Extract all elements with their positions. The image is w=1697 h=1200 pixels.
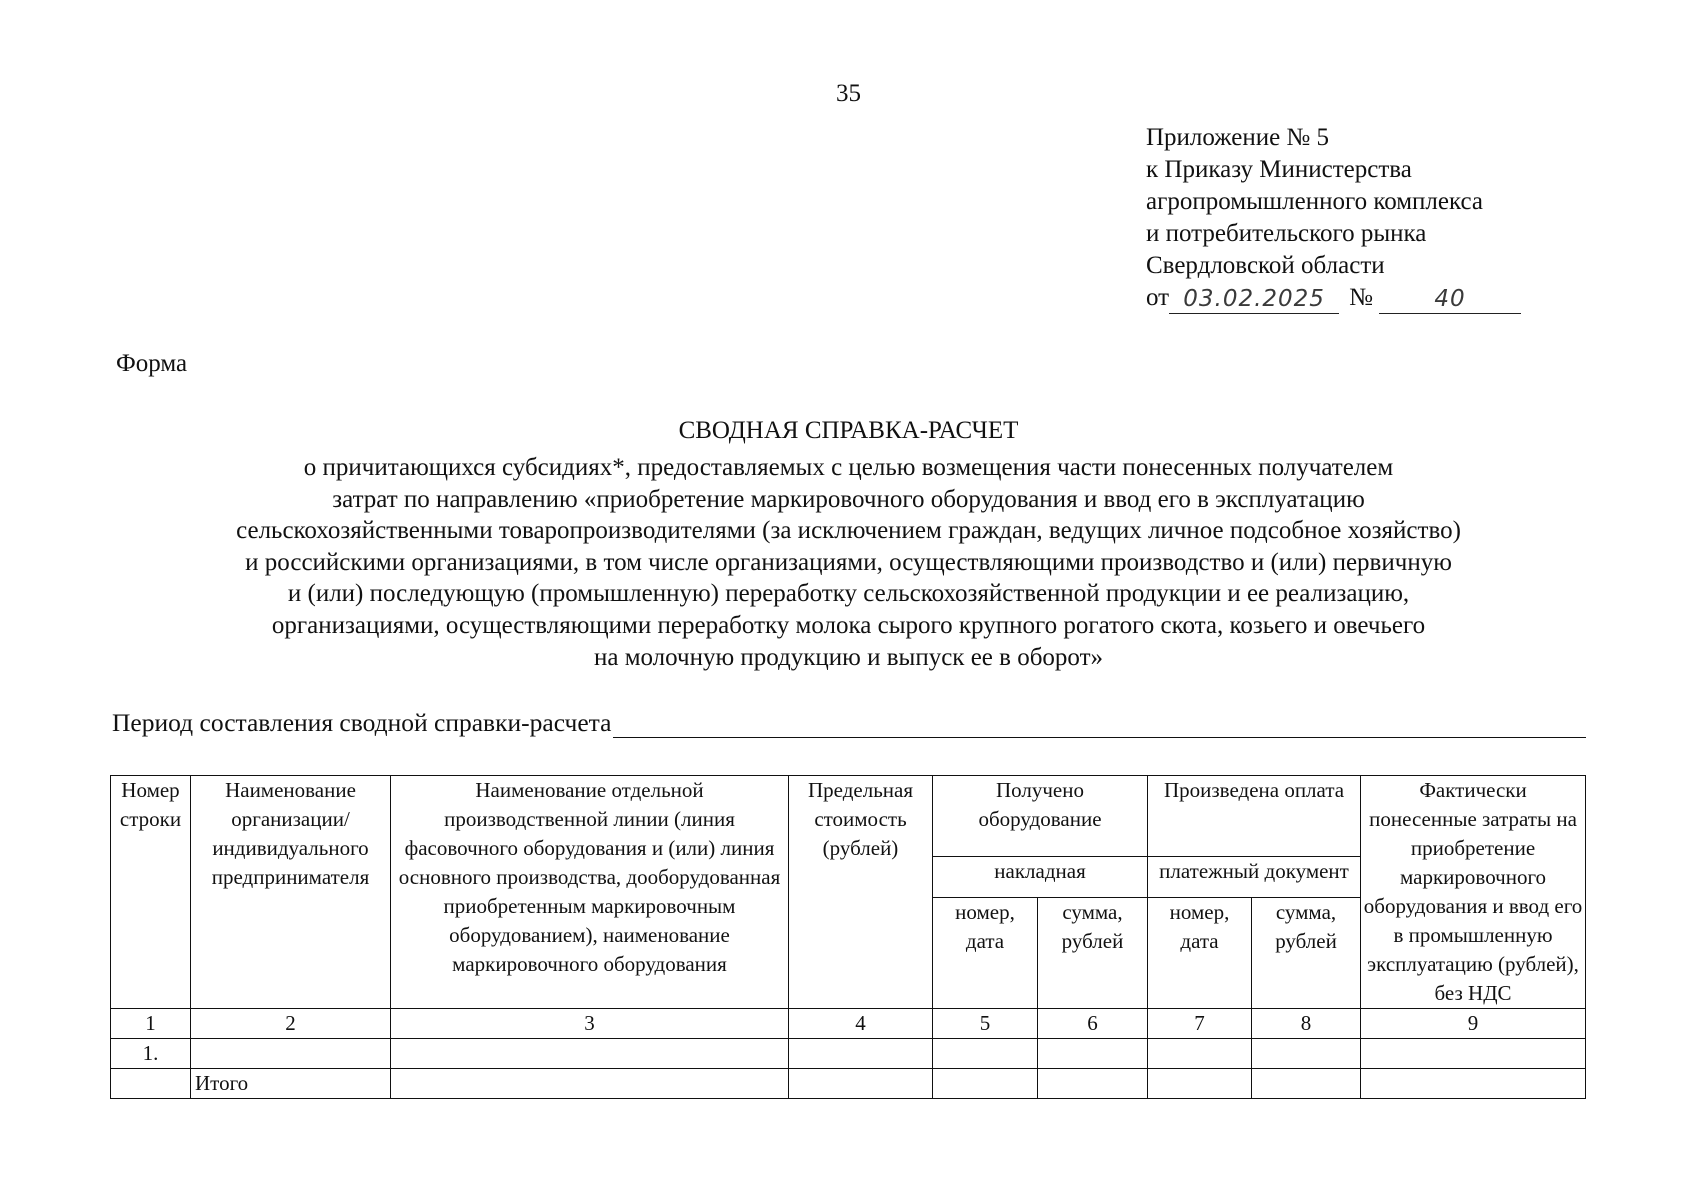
appendix-line: Приложение № 5	[1146, 124, 1330, 151]
empty-cell	[789, 1069, 933, 1099]
column-number: 5	[933, 1009, 1038, 1039]
subtitle-line: на молочную продукцию и выпуск ее в оборот»	[593, 643, 1104, 671]
row-number-cell: 1.	[111, 1039, 191, 1069]
period-label: Период составления сводной справки-расчета	[112, 708, 612, 737]
empty-cell	[1361, 1069, 1586, 1099]
subtitle-line: и (или) последующую (промышленную) переработку сельскохозяйственной продукции и ее реализацию,	[287, 580, 1410, 608]
header-actual-costs: Фактически понесенные затраты на приобретение маркировочного оборудования и ввод его в промышленную эксплуатацию (рублей), без НДС	[1361, 776, 1586, 1009]
appendix-line: и потребительского рынка	[1146, 220, 1427, 247]
subtitle-line: затрат по направлению «приобретение маркировочного оборудования и ввод его в эксплуатацию	[332, 485, 1365, 513]
subtitle-line: организациями, осуществляющими переработку молока сырого крупного рогатого скота, козьего и овечьего	[271, 611, 1426, 639]
column-number: 6	[1038, 1009, 1148, 1039]
empty-cell	[391, 1069, 789, 1099]
header-invoice-sum: сумма, рублей	[1038, 898, 1148, 1009]
header-row-number: Номер строки	[111, 776, 191, 1009]
empty-cell	[1038, 1039, 1148, 1069]
from-prefix: от	[1146, 284, 1170, 311]
column-number: 7	[1148, 1009, 1252, 1039]
empty-cell	[933, 1069, 1038, 1099]
period-blank-line	[613, 709, 1586, 738]
order-date-number-line	[1146, 282, 1521, 314]
organization-cell	[191, 1039, 391, 1069]
empty-cell	[1252, 1039, 1361, 1069]
header-row	[111, 776, 1586, 857]
empty-cell	[933, 1039, 1038, 1069]
page-number: 35	[836, 80, 861, 107]
total-label: Итого	[191, 1069, 391, 1099]
document-title: СВОДНАЯ СПРАВКА-РАСЧЕТ	[678, 417, 1019, 444]
header-organization: Наименование организации/ индивидуального предпринимателя	[191, 776, 391, 1009]
handwritten-date: 03.02.2025	[1169, 285, 1339, 314]
column-number: 8	[1252, 1009, 1361, 1039]
row-number-cell	[111, 1069, 191, 1099]
appendix-line: агропромышленного комплекса	[1146, 188, 1484, 215]
empty-cell	[1361, 1039, 1586, 1069]
handwritten-order-number: 40	[1379, 285, 1521, 314]
appendix-line: Свердловской области	[1146, 252, 1385, 279]
column-number: 4	[789, 1009, 933, 1039]
header-payment-doc: платежный документ	[1148, 856, 1361, 897]
subtitle-line: сельскохозяйственными товаропроизводителями (за исключением граждан, ведущих личное подсобное хозяйство)	[236, 517, 1461, 545]
column-number: 2	[191, 1009, 391, 1039]
appendix-line: к Приказу Министерства	[1146, 156, 1412, 183]
subtitle-line: и российскими организациями, в том числе организациями, осуществляющими производство и (или) первичную	[245, 548, 1452, 576]
empty-cell	[1038, 1069, 1148, 1099]
empty-cell	[1148, 1069, 1252, 1099]
column-number: 1	[111, 1009, 191, 1039]
column-number: 9	[1361, 1009, 1586, 1039]
header-paid: Произведена оплата	[1148, 776, 1361, 857]
header-line-name: Наименование отдельной производственной линии (линия фасовочного оборудования и (или) линия основного производства, дооборудованная приобретенным маркировочным оборудованием), наименование маркировочного оборудования	[391, 776, 789, 1009]
header-payment-sum: сумма, рублей	[1252, 898, 1361, 1009]
column-number: 3	[391, 1009, 789, 1039]
header-invoice-number-date: номер, дата	[933, 898, 1038, 1009]
calculation-table	[110, 775, 1586, 1099]
header-invoice: накладная	[933, 856, 1148, 897]
form-label: Форма	[116, 350, 188, 377]
column-number-row	[111, 1009, 1586, 1039]
period-field	[112, 708, 1586, 738]
table-row	[111, 1039, 1586, 1069]
header-payment-number-date: номер, дата	[1148, 898, 1252, 1009]
subtitle-line: о причитающихся субсидиях*, предоставляемых с целью возмещения части понесенных получателем	[303, 454, 1394, 481]
total-row	[111, 1069, 1586, 1099]
empty-cell	[391, 1039, 789, 1069]
header-received: Получено оборудование	[933, 776, 1148, 857]
number-sign: №	[1349, 284, 1373, 311]
empty-cell	[1252, 1069, 1361, 1099]
empty-cell	[789, 1039, 933, 1069]
header-max-cost: Предельная стоимость (рублей)	[789, 776, 933, 1009]
appendix-block	[1146, 122, 1521, 314]
document-subtitle	[120, 452, 1577, 673]
empty-cell	[1148, 1039, 1252, 1069]
